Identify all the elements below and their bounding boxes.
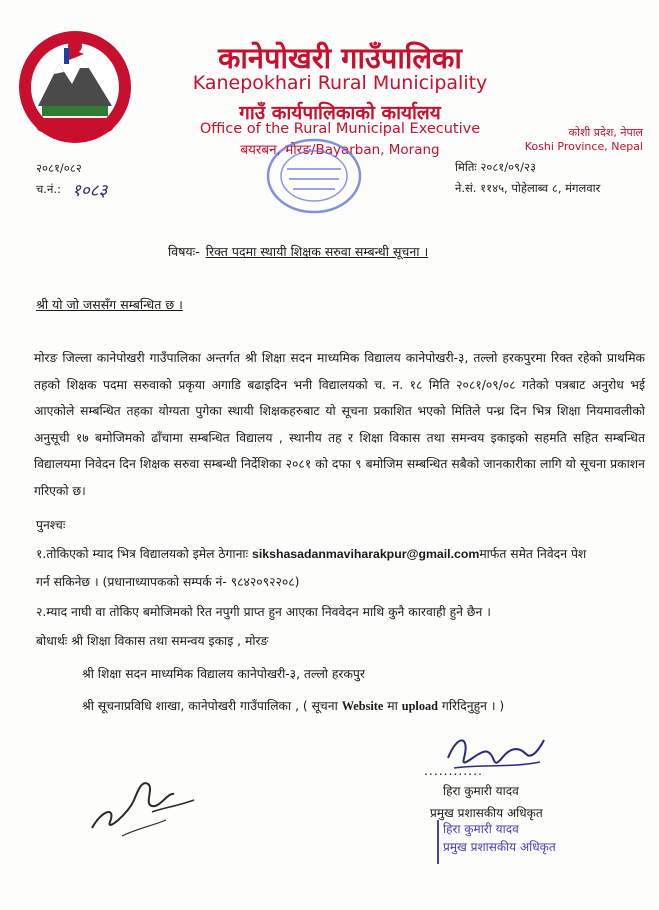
office-seal-icon bbox=[263, 135, 365, 217]
office-name-np: गाउँ कार्यपालिकाको कार्यालय bbox=[239, 102, 441, 124]
fiscal-year: २०८१/०८२ bbox=[36, 161, 82, 175]
cc-label: बोधार्थः bbox=[36, 634, 68, 648]
chalani-number: १०८३ bbox=[72, 181, 108, 201]
stamp-name: हिरा कुमारी यादव bbox=[443, 822, 519, 836]
signatory-stamp bbox=[437, 820, 561, 864]
school-email: sikshasadanmaviharakpur@gmail.com bbox=[252, 547, 480, 561]
office-address: बयरबन, मोरङ/Bayarban, Morang bbox=[240, 142, 440, 158]
postscript-item-1-cont: गर्न सकिनेछ । (प्रधानाध्यापकको सम्पर्क नं- ९८४२०९२२०८) bbox=[36, 575, 300, 589]
cc-line-3: श्री सूचनाप्रविधि शाखा, कानेपोखरी गाउँपालिका , ( सूचना Website मा upload गरिदिनुहुन । ) bbox=[82, 699, 505, 713]
chalani-label: च.नं.: bbox=[36, 182, 61, 196]
subject-line bbox=[168, 243, 428, 260]
nepal-samvat-date: ने.सं. ११४५, पोहेलाब्व ८, मंगलवार bbox=[455, 181, 601, 195]
postscript-label: पुनश्चः bbox=[36, 518, 66, 532]
cc-line-2: श्री शिक्षा सदन माध्यमिक विद्यालय कानेपोखरी-३, तल्लो हरकपुर bbox=[82, 667, 365, 681]
signatory-name: हिरा कुमारी यादव bbox=[443, 784, 519, 798]
signatory-title: प्रमुख प्रशासकीय अधिकृत bbox=[430, 806, 543, 820]
subject-text: रिक्त पदमा स्थायी शिक्षक सरुवा सम्बन्धी सूचना । bbox=[205, 244, 429, 259]
postscript-item-2: २.म्याद नाघी वा तोकिए बमोजिमको रित नपुगी प्राप्त हुन आएका निववेदन माथि कुनै कारवाही हुने छैन । bbox=[36, 605, 491, 619]
body-paragraph: मोरङ जिल्ला कानेपोखरी गाउँपालिका अन्तर्गत श्री शिक्षा सदन माध्यमिक विद्यालय कानेपोखरी-३, तल्लो हरकपुरमा रिक्त रहेको प्राथमिक तहको शिक्षक पदमा सरुवाको प्रकृया अगाडि बढाइदिन भनी विद्यालयको च. न. १८ मिति २०८१/०९/०८ गतेको पत्रबाट अनुरोध भई आएकोले सम्बन्धित तहका योग्यता पुगेका स्थायी शिक्षकहरुबाट यो सूचना प्रकाशित भएको मितिले पन्ध्र दिन भित्र शिक्षा नियमावलीको अनुसूची १७ बमोजिमको ढाँचामा सम्बन्धित विद्यालय , स्थानीय तह र शिक्षा विकास तथा समन्वय इकाइको सहमति सहित सम्बन्धित विद्यालयमा निवेदन दिन शिक्षक सरुवा सम्बन्धी निर्देशिका २०८१ को दफा ९ बमोजिम सम्बन्धित सबैको जानकारीका लागि यो सूचना प्रकाशन गरिएको छ। bbox=[34, 351, 645, 498]
province-np: कोशी प्रदेश, नेपाल bbox=[568, 126, 643, 139]
salutation: श्री यो जो जससँग सम्बन्धित छ । bbox=[36, 297, 183, 312]
province-en: Koshi Province, Nepal bbox=[524, 140, 643, 153]
postscript-item-1: १.तोकिएको म्याद भित्र विद्यालयको इमेल ठेगानाः sikshasadanmaviharakpur@gmail.comमार्फत समेत निवेदन पेश bbox=[36, 547, 587, 561]
municipality-name-np: कानेपोखरी गाउँपालिका bbox=[218, 41, 462, 75]
municipality-name-en: Kanepokhari Rural Municipality bbox=[192, 72, 488, 94]
letter-date: मितिः २०८१/०९/२३ bbox=[455, 160, 536, 174]
stamp-title: प्रमुख प्रशासकीय अधिकृत bbox=[443, 840, 556, 854]
province-block bbox=[525, 126, 643, 154]
office-name-en: Office of the Rural Municipal Executive bbox=[199, 121, 481, 137]
subject-label: विषयः- bbox=[168, 244, 200, 259]
initials-signature-icon bbox=[82, 770, 202, 840]
cc-line-1: बोधार्थः श्री शिक्षा विकास तथा समन्वय इकाइ , मोरङ bbox=[36, 634, 269, 648]
signature-dots: ............ bbox=[424, 764, 483, 778]
